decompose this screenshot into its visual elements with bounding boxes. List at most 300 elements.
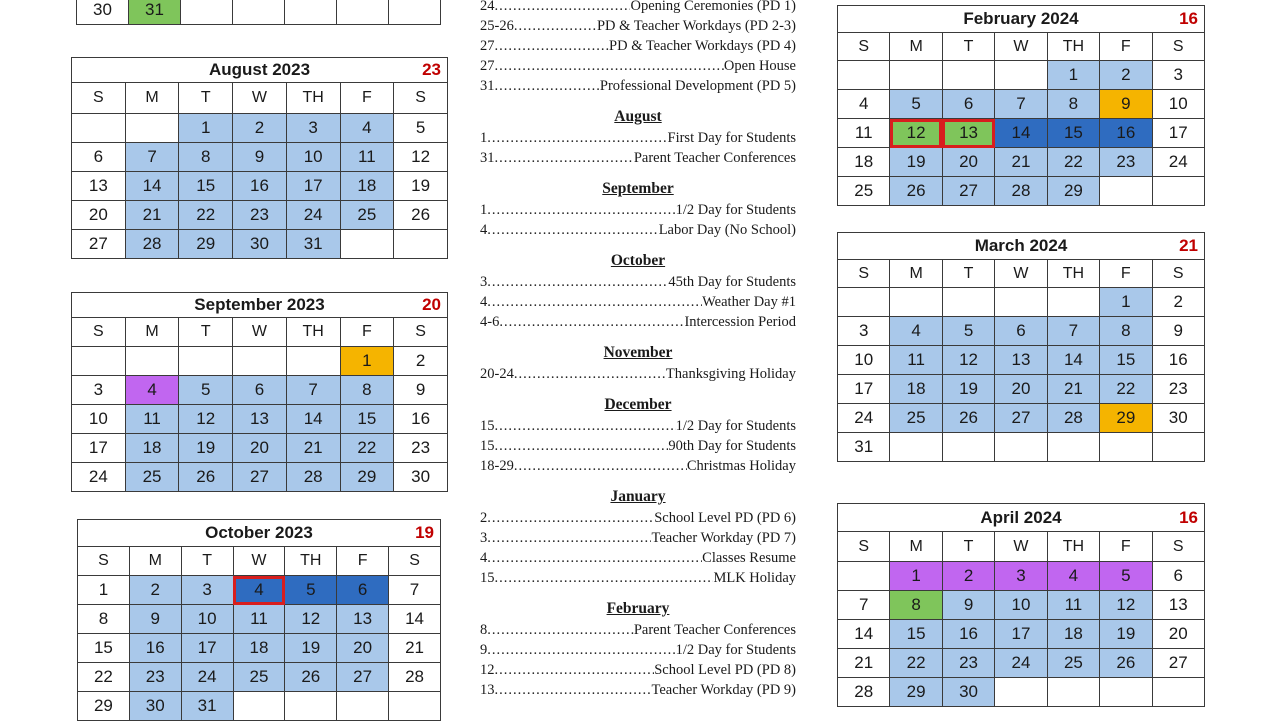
event-description: Labor Day (No School)	[658, 222, 796, 238]
empty-day-cell	[890, 61, 942, 90]
empty-day-cell	[890, 288, 942, 317]
day-cell: 4	[340, 114, 394, 143]
dot-leader	[514, 456, 687, 476]
day-cell: 25	[340, 201, 394, 230]
day-cell: 5	[890, 90, 942, 119]
week-row	[838, 119, 1205, 148]
weekday-header: F	[1100, 532, 1152, 562]
weekday-header-row	[838, 532, 1205, 562]
day-cell: 17	[995, 620, 1047, 649]
day-cell: 28	[838, 678, 890, 707]
empty-day-cell	[838, 562, 890, 591]
day-cell: 8	[179, 143, 233, 172]
dot-leader	[487, 220, 658, 240]
week-row	[72, 376, 448, 405]
day-cell: 23	[1100, 148, 1152, 177]
day-cell: 11	[1047, 591, 1099, 620]
day-cell: 28	[995, 177, 1047, 206]
empty-day-cell	[1100, 433, 1152, 462]
weekday-header: M	[890, 260, 942, 288]
event-date: 27	[480, 58, 495, 74]
day-cell: 25	[838, 177, 890, 206]
day-cell: 4	[838, 90, 890, 119]
day-cell: 13	[942, 119, 994, 148]
instructional-day-count: 16	[1179, 9, 1198, 28]
dot-leader	[495, 680, 652, 700]
empty-day-cell	[838, 61, 890, 90]
dot-leader	[495, 436, 669, 456]
day-cell: 20	[1152, 620, 1204, 649]
day-cell: 11	[890, 346, 942, 375]
event-item	[480, 548, 796, 568]
weekday-header: S	[1152, 33, 1204, 61]
event-description: School Level PD (PD 8)	[654, 662, 796, 678]
week-row	[838, 177, 1205, 206]
day-cell: 5	[942, 317, 994, 346]
event-item	[480, 620, 796, 640]
day-cell: 19	[394, 172, 448, 201]
instructional-day-count: 20	[422, 295, 441, 314]
day-cell: 16	[1100, 119, 1152, 148]
day-cell: 1	[340, 347, 394, 376]
event-group	[480, 106, 796, 168]
day-cell: 27	[995, 404, 1047, 433]
event-date: 8	[480, 622, 488, 638]
empty-day-cell	[179, 347, 233, 376]
weekday-header: F	[1100, 260, 1152, 288]
weekday-header: F	[1100, 33, 1152, 61]
day-cell: 7	[838, 591, 890, 620]
day-cell: 29	[340, 463, 394, 492]
event-date: 9	[480, 642, 488, 658]
calendar-february-2024	[837, 5, 1205, 206]
day-cell: 27	[72, 230, 126, 259]
day-cell: 10	[181, 605, 233, 634]
day-cell: 11	[125, 405, 179, 434]
day-cell: 23	[129, 663, 181, 692]
month-title: October 2023	[205, 523, 313, 542]
calendar-title-row	[78, 520, 441, 547]
calendar-october-2023	[77, 519, 441, 721]
day-cell: 24	[1152, 148, 1204, 177]
event-date: 3	[480, 274, 488, 290]
empty-day-cell	[890, 433, 942, 462]
week-row	[72, 114, 448, 143]
day-cell: 18	[233, 634, 285, 663]
event-month-heading: January	[610, 488, 666, 505]
empty-day-cell	[995, 288, 1047, 317]
dot-leader	[495, 56, 724, 76]
day-cell: 31	[838, 433, 890, 462]
event-date: 4	[480, 294, 488, 310]
event-item	[480, 272, 796, 292]
day-cell: 2	[1100, 61, 1152, 90]
day-cell: 11	[340, 143, 394, 172]
day-cell: 7	[389, 576, 441, 605]
calendar-title-cell	[838, 504, 1205, 532]
day-cell: 21	[838, 649, 890, 678]
day-cell: 14	[1047, 346, 1099, 375]
weekday-header: T	[181, 547, 233, 576]
day-cell: 3	[1152, 61, 1204, 90]
event-item	[480, 312, 796, 332]
event-month-heading: September	[602, 180, 674, 197]
day-cell: 30	[1152, 404, 1204, 433]
week-row	[838, 678, 1205, 707]
week-row	[838, 317, 1205, 346]
day-cell: 18	[890, 375, 942, 404]
event-item	[480, 36, 796, 56]
day-cell: 22	[1047, 148, 1099, 177]
event-item	[480, 680, 796, 700]
weekday-header: W	[233, 318, 287, 347]
week-row	[78, 576, 441, 605]
weekday-header: S	[1152, 532, 1204, 562]
dot-leader	[487, 200, 675, 220]
weekday-header: M	[890, 532, 942, 562]
day-cell: 31	[129, 0, 181, 25]
event-description: 1/2 Day for Students	[675, 418, 796, 434]
event-date: 25-26	[480, 18, 514, 34]
empty-day-cell	[72, 114, 126, 143]
day-cell: 9	[129, 605, 181, 634]
day-cell: 20	[942, 148, 994, 177]
day-cell: 21	[995, 148, 1047, 177]
week-row	[838, 591, 1205, 620]
empty-day-cell	[1047, 433, 1099, 462]
empty-day-cell	[337, 0, 389, 25]
day-cell: 6	[1152, 562, 1204, 591]
day-cell: 7	[286, 376, 340, 405]
day-cell: 31	[181, 692, 233, 721]
day-cell: 26	[285, 663, 337, 692]
day-cell: 10	[286, 143, 340, 172]
week-row	[72, 201, 448, 230]
day-cell: 5	[394, 114, 448, 143]
instructional-day-count: 23	[422, 60, 441, 79]
day-cell: 7	[1047, 317, 1099, 346]
event-description: First Day for Students	[667, 130, 796, 146]
weekday-header-row	[72, 83, 448, 114]
week-row	[838, 90, 1205, 119]
day-cell: 25	[890, 404, 942, 433]
event-description: Professional Development (PD 5)	[599, 78, 796, 94]
day-cell: 16	[1152, 346, 1204, 375]
event-date: 12	[480, 662, 495, 678]
instructional-day-count: 19	[415, 523, 434, 542]
empty-day-cell	[337, 692, 389, 721]
day-cell: 2	[129, 576, 181, 605]
calendar-title-row	[838, 233, 1205, 260]
event-item	[480, 200, 796, 220]
empty-day-cell	[233, 692, 285, 721]
day-cell: 6	[942, 90, 994, 119]
event-group	[480, 394, 796, 476]
dot-leader	[487, 640, 675, 660]
day-cell: 15	[179, 172, 233, 201]
dot-leader	[514, 16, 597, 36]
day-cell: 6	[995, 317, 1047, 346]
day-cell: 8	[890, 591, 942, 620]
day-cell: 7	[125, 143, 179, 172]
weekday-header: S	[838, 532, 890, 562]
day-cell: 23	[394, 434, 448, 463]
empty-day-cell	[1152, 177, 1204, 206]
event-item	[480, 0, 796, 16]
day-cell: 10	[995, 591, 1047, 620]
weekday-header: TH	[1047, 532, 1099, 562]
empty-day-cell	[233, 347, 287, 376]
weekday-header: M	[125, 318, 179, 347]
weekday-header-row	[78, 547, 441, 576]
event-item	[480, 148, 796, 168]
day-cell: 12	[285, 605, 337, 634]
day-cell: 2	[942, 562, 994, 591]
weekday-header-row	[72, 318, 448, 347]
event-date: 2	[480, 510, 488, 526]
event-item	[480, 220, 796, 240]
event-date: 15	[480, 438, 495, 454]
week-row	[72, 172, 448, 201]
weekday-header: W	[995, 33, 1047, 61]
event-group	[480, 0, 796, 96]
day-cell: 30	[77, 0, 129, 25]
weekday-header-row	[838, 260, 1205, 288]
event-item	[480, 76, 796, 96]
day-cell: 4	[890, 317, 942, 346]
event-date: 20-24	[480, 366, 514, 382]
event-description: 90th Day for Students	[668, 438, 796, 454]
day-cell: 22	[890, 649, 942, 678]
weekday-header: S	[838, 33, 890, 61]
day-cell: 28	[389, 663, 441, 692]
day-cell: 24	[286, 201, 340, 230]
event-description: 1/2 Day for Students	[675, 642, 796, 658]
calendar-title-row	[838, 504, 1205, 532]
weekday-header: S	[1152, 260, 1204, 288]
event-description: Intercession Period	[684, 314, 796, 330]
day-cell: 3	[286, 114, 340, 143]
weekday-header: W	[995, 532, 1047, 562]
day-cell: 1	[890, 562, 942, 591]
dot-leader	[495, 36, 610, 56]
event-date: 4	[480, 222, 488, 238]
day-cell: 27	[337, 663, 389, 692]
day-cell: 31	[286, 230, 340, 259]
weekday-header: T	[942, 33, 994, 61]
calendar-title-cell	[72, 58, 448, 83]
empty-day-cell	[1047, 288, 1099, 317]
dot-leader	[487, 548, 702, 568]
day-cell: 25	[125, 463, 179, 492]
calendar-march-2024	[837, 232, 1205, 462]
day-cell: 7	[995, 90, 1047, 119]
empty-day-cell	[125, 347, 179, 376]
event-date: 31	[480, 150, 495, 166]
day-cell: 9	[1152, 317, 1204, 346]
empty-day-cell	[181, 0, 233, 25]
month-title: March 2024	[974, 236, 1068, 255]
day-cell: 17	[181, 634, 233, 663]
day-cell: 19	[285, 634, 337, 663]
event-description: Teacher Workday (PD 9)	[651, 682, 796, 698]
day-cell: 22	[1100, 375, 1152, 404]
empty-day-cell	[1100, 177, 1152, 206]
day-cell: 16	[129, 634, 181, 663]
week-row	[838, 433, 1205, 462]
weekday-header: F	[337, 547, 389, 576]
day-cell: 26	[394, 201, 448, 230]
day-cell: 10	[1152, 90, 1204, 119]
day-cell: 11	[233, 605, 285, 634]
week-row	[72, 230, 448, 259]
day-cell: 9	[1100, 90, 1152, 119]
event-date: 4	[480, 550, 488, 566]
day-cell: 29	[890, 678, 942, 707]
event-item	[480, 528, 796, 548]
empty-day-cell	[340, 230, 394, 259]
weekday-header: T	[942, 532, 994, 562]
day-cell: 20	[72, 201, 126, 230]
calendar-april-2024	[837, 503, 1205, 707]
day-cell: 3	[72, 376, 126, 405]
event-description: Opening Ceremonies (PD 1)	[630, 0, 796, 14]
day-cell: 8	[78, 605, 130, 634]
day-cell: 27	[942, 177, 994, 206]
event-item	[480, 568, 796, 588]
day-cell: 8	[1100, 317, 1152, 346]
event-date: 18-29	[480, 458, 514, 474]
empty-day-cell	[286, 347, 340, 376]
calendar-august-2023	[71, 57, 448, 259]
event-description: Thanksgiving Holiday	[665, 366, 796, 382]
dot-leader	[487, 508, 654, 528]
event-date: 1	[480, 130, 488, 146]
weekday-header: T	[179, 318, 233, 347]
day-cell: 6	[337, 576, 389, 605]
day-cell: 28	[286, 463, 340, 492]
day-cell: 18	[340, 172, 394, 201]
dot-leader	[487, 292, 702, 312]
event-item	[480, 16, 796, 36]
day-cell: 17	[286, 172, 340, 201]
empty-day-cell	[995, 678, 1047, 707]
week-row	[72, 347, 448, 376]
event-date: 15	[480, 418, 495, 434]
weekday-header: TH	[1047, 260, 1099, 288]
empty-day-cell	[942, 433, 994, 462]
calendar-title-row	[72, 293, 448, 318]
day-cell: 26	[942, 404, 994, 433]
week-row	[72, 434, 448, 463]
event-date: 4-6	[480, 314, 500, 330]
empty-day-cell	[389, 692, 441, 721]
day-cell: 27	[233, 463, 287, 492]
calendar-september-2023	[71, 292, 448, 492]
dot-leader	[487, 620, 634, 640]
day-cell: 20	[233, 434, 287, 463]
day-cell: 3	[181, 576, 233, 605]
day-cell: 18	[838, 148, 890, 177]
dot-leader	[487, 272, 668, 292]
event-description: PD & Teacher Workdays (PD 2-3)	[596, 18, 796, 34]
week-row	[838, 562, 1205, 591]
day-cell: 4	[1047, 562, 1099, 591]
day-cell: 13	[72, 172, 126, 201]
event-description: PD & Teacher Workdays (PD 4)	[609, 38, 796, 54]
event-description: 1/2 Day for Students	[675, 202, 796, 218]
week-row	[838, 288, 1205, 317]
month-title: September 2023	[194, 295, 325, 314]
day-cell: 4	[125, 376, 179, 405]
event-item	[480, 508, 796, 528]
instructional-day-count: 16	[1179, 507, 1198, 527]
event-description: Parent Teacher Conferences	[633, 622, 796, 638]
day-cell: 13	[337, 605, 389, 634]
day-cell: 1	[1100, 288, 1152, 317]
weekday-header: M	[125, 83, 179, 114]
day-cell: 11	[838, 119, 890, 148]
weekday-header: S	[394, 83, 448, 114]
calendar-title-row	[838, 6, 1205, 33]
weekday-header: T	[942, 260, 994, 288]
event-month-heading: August	[614, 108, 662, 125]
week-row	[838, 346, 1205, 375]
event-group	[480, 598, 796, 700]
dot-leader	[495, 148, 634, 168]
event-description: 45th Day for Students	[668, 274, 796, 290]
day-cell: 16	[942, 620, 994, 649]
day-cell: 26	[179, 463, 233, 492]
day-cell: 17	[72, 434, 126, 463]
day-cell: 21	[286, 434, 340, 463]
day-cell: 14	[389, 605, 441, 634]
event-item	[480, 292, 796, 312]
event-month-heading: November	[603, 344, 673, 361]
event-group	[480, 178, 796, 240]
day-cell: 1	[179, 114, 233, 143]
day-cell: 30	[129, 692, 181, 721]
weekday-header: S	[394, 318, 448, 347]
day-cell: 2	[394, 347, 448, 376]
weekday-header: TH	[286, 318, 340, 347]
dot-leader	[495, 660, 655, 680]
day-cell: 15	[1047, 119, 1099, 148]
empty-day-cell	[72, 347, 126, 376]
day-cell: 15	[890, 620, 942, 649]
event-item	[480, 416, 796, 436]
week-row	[838, 620, 1205, 649]
day-cell: 5	[179, 376, 233, 405]
day-cell: 15	[1100, 346, 1152, 375]
day-cell: 21	[389, 634, 441, 663]
day-cell: 1	[78, 576, 130, 605]
calendar-july-fragment	[76, 0, 441, 25]
empty-day-cell	[233, 0, 285, 25]
day-cell: 17	[838, 375, 890, 404]
week-row	[78, 605, 441, 634]
week-row	[838, 148, 1205, 177]
day-cell: 27	[1152, 649, 1204, 678]
empty-day-cell	[1100, 678, 1152, 707]
week-row	[838, 404, 1205, 433]
day-cell: 12	[1100, 591, 1152, 620]
day-cell: 23	[1152, 375, 1204, 404]
day-cell: 29	[1100, 404, 1152, 433]
empty-day-cell	[1152, 678, 1204, 707]
event-date: 1	[480, 202, 488, 218]
weekday-header: M	[129, 547, 181, 576]
